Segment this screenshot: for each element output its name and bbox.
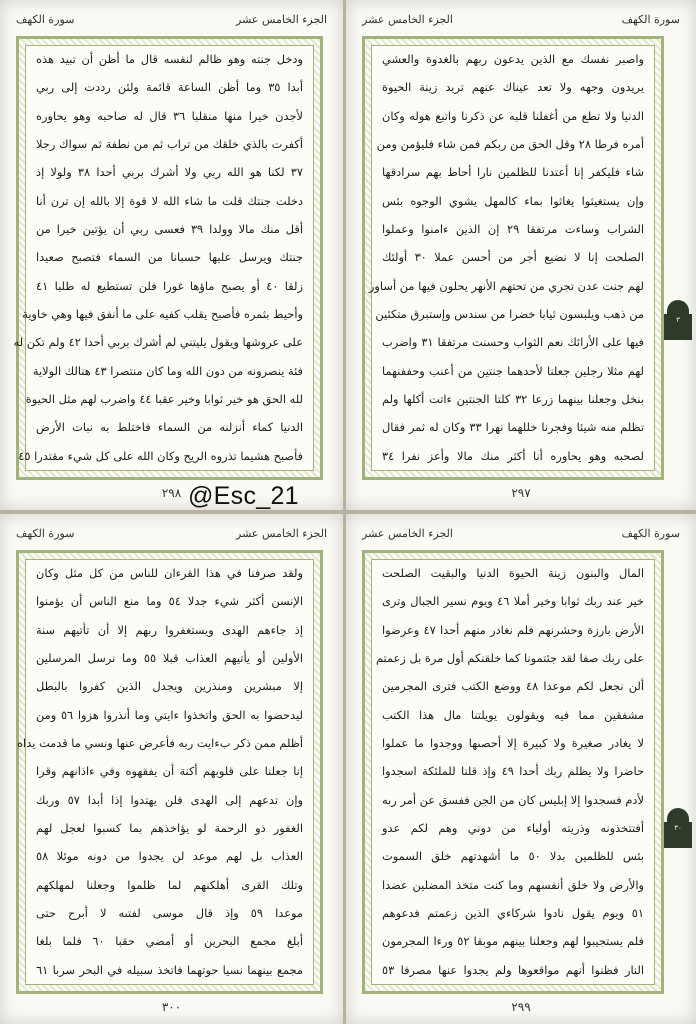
text-line: أمره فرطا ٢٨ وقل الحق من ربكم فمن شاء فليؤمن ومن xyxy=(376,136,644,151)
surah-header: سورة الكهف xyxy=(621,526,680,540)
text-block xyxy=(371,559,655,985)
hizb-marker-icon xyxy=(664,808,692,852)
page-header xyxy=(16,10,327,28)
text-line: وإن تدعهم إلى الهدى فلن يهتدوا إذا أبدا ٥٧ وربك xyxy=(36,792,303,807)
text-line: إذ جاءهم الهدى ويستغفروا ربهم إلا أن تأتيهم سنة xyxy=(36,622,303,637)
text-line: من ذهب ويلبسون ثيابا خضرا من سندس وإستبرق متكئين xyxy=(375,306,644,321)
text-line: إنا جعلنا على قلوبهم أكنة أن يفقهوه وفي ءاذانهم وقرا xyxy=(36,764,303,779)
text-line: لصحبه وهو يحاوره أنا أكثر منك مالا وأعز نفرا ٣٤ xyxy=(382,448,644,463)
text-line: فلم يستجيبوا لهم وجعلنا بينهم موبقا ٥٢ ورءا المجرمون xyxy=(382,934,644,949)
text-line: لهم مثلا رجلين جعلنا لأحدهما جنتين من أعنب وحففنهما xyxy=(382,363,644,378)
text-line: أبلغ مجمع البحرين أو أمضي حقبا ٦٠ فلما بلغا xyxy=(36,934,304,949)
text-line: الغفور ذو الرحمة لو يؤاخذهم بما كسبوا لعجل لهم xyxy=(36,820,303,835)
text-line: العذاب بل لهم موعد لن يجدوا من دونه موئلا ٥٨ xyxy=(36,849,303,864)
hizb-marker-icon xyxy=(664,300,692,344)
text-line: لله الحق هو خير ثوابا وخير عقبا ٤٤ واضرب لهم مثل الحيوة xyxy=(25,391,303,406)
hizb-number: ٣ xyxy=(664,314,692,340)
surah-header: سورة الكهف xyxy=(621,12,680,26)
page-297 xyxy=(346,0,696,510)
page-header xyxy=(362,524,680,542)
text-line: على ربك صفا لقد جئتمونا كما خلقنكم أول مرة بل زعمتم xyxy=(375,650,644,665)
text-line: والأرض ولا خلق أنفسهم وما كنت متخذ المضلين عضدا xyxy=(382,877,644,892)
text-line: زلقا ٤٠ أو يصبح ماؤها غورا فلن تستطيع له طلبا ٤١ xyxy=(36,278,304,293)
text-line: ٣٧ لكنا هو الله ربي ولا أشرك بربي أحدا ٣٨ ولولا إذ xyxy=(36,165,303,180)
text-line: الأولين أو يأتيهم العذاب قبلا ٥٥ وما نرسل المرسلين xyxy=(36,650,303,665)
text-line: أظلم ممن ذكر بءايت ربه فأعرض عنها ونسي ما قدمت يداه xyxy=(17,735,303,750)
text-line: تظلم منه شيئا وفجرنا خللهما نهرا ٣٣ وكان له ثمر فقال xyxy=(382,420,644,435)
text-line: لهم جنت عدن تجري من تحتهم الأنهر يحلون فيها من أساور xyxy=(368,278,644,293)
dome-icon xyxy=(667,300,689,314)
text-block xyxy=(13,45,314,471)
dome-icon xyxy=(667,808,689,822)
text-line: لأجدن خيرا منها منقلبا ٣٦ قال له صاحبه وهو يحاوره xyxy=(36,108,303,123)
surah-header: سورة الكهف xyxy=(16,12,75,26)
text-line: ليدحضوا به الحق واتخذوا ءايتي وما أنذروا هزوا ٥٦ ومن xyxy=(36,707,303,722)
text-line: واصبر نفسك مع الذين يدعون ربهم بالغدوة والعشي xyxy=(382,52,644,66)
text-line: ٥١ ويوم يقول نادوا شركاءي الذين زعمتم فدعوهم xyxy=(382,905,644,920)
text-line: يريدون وجهه ولا تعد عيناك عنهم تريد زينة الحيوة xyxy=(382,80,644,95)
text-line: على عروشها ويقول يليتني لم أشرك بربي أحدا ٤٢ ولم تكن له xyxy=(13,335,303,350)
text-block xyxy=(368,45,655,471)
text-line: ألن نجعل لكم موعدا ٤٨ ووضع الكتب فترى المجرمين xyxy=(382,679,644,694)
text-line: حاضرا ولا يظلم ربك أحدا ٤٩ وإذ قلنا للملئكة اسجدوا xyxy=(382,764,644,779)
text-line: موعدا ٥٩ وإذ قال موسى لفتىه لا أبرح حتى xyxy=(36,905,303,920)
text-line: لأدم فسجدوا إلا إبليس كان من الجن ففسق عن أمر ربه xyxy=(382,792,644,807)
text-line: مجمع بينهما نسيا حوتهما فاتخذ سبيله في البحر سربا ٦١ xyxy=(36,962,303,977)
juz-header: الجزء الخامس عشر xyxy=(236,526,327,540)
page-299 xyxy=(346,514,696,1024)
text-line: أفتتخذونه وذريته أولياء من دوني وهم لكم عدو xyxy=(382,820,644,835)
text-line: دخلت جنتك قلت ما شاء الله لا قوة إلا بالله إن ترن أنا xyxy=(36,193,303,208)
page-number: ٢٩٧ xyxy=(511,486,531,500)
decorative-frame xyxy=(362,36,664,480)
text-line: فئة ينصرونه من دون الله وما كان منتصرا ٤٣ هنالك الولاية xyxy=(32,363,303,378)
text-line: أكفرت بالذي خلقك من تراب ثم من نطفة ثم سواك رجلا xyxy=(36,136,303,151)
text-line: وأحيط بثمره فأصبح يقلب كفيه على ما أنفق فيها وهي خاوية xyxy=(22,306,303,321)
text-line: الشراب وساءت مرتفقا ٢٩ إن الذين ءامنوا وعملوا xyxy=(382,221,644,236)
text-line: فأصبح هشيما تذروه الريح وكان الله على كل شيء مقتدرا ٤٥ xyxy=(18,448,303,463)
text-line: الأرض بارزة وحشرنهم فلم نغادر منهم أحدا ٤٧ وعرضوا xyxy=(382,622,644,637)
juz-header: الجزء الخامس عشر xyxy=(362,12,453,26)
page-number: ٣٠٠ xyxy=(161,1000,182,1014)
text-line: الدنيا ولا تطع من أغفلنا قلبه عن ذكرنا واتبع هوله وكان xyxy=(382,108,644,123)
page-header xyxy=(362,10,680,28)
text-line: مشفقين مما فيه ويقولون يويلتنا مال هذا الكتب xyxy=(382,707,644,722)
surah-header: سورة الكهف xyxy=(16,526,75,540)
page-number: ٢٩٨ xyxy=(161,486,182,500)
text-line: المال والبنون زينة الحيوة الدنيا والبقيت الصلحت xyxy=(382,566,644,580)
juz-header: الجزء الخامس عشر xyxy=(236,12,327,26)
decorative-frame xyxy=(16,550,323,994)
text-line: الصلحت إنا لا نضيع أجر من أحسن عملا ٣٠ أولئك xyxy=(382,250,644,265)
page-298 xyxy=(0,0,343,510)
text-line: جنتك ويرسل عليها حسبانا من السماء فتصبح صعيدا xyxy=(36,250,303,265)
text-block xyxy=(17,559,314,985)
text-line: الإنسن أكثر شيء جدلا ٥٤ وما منع الناس أن يؤمنوا xyxy=(36,594,303,609)
text-line: أبدا ٣٥ وما أظن الساعة قائمة ولئن رددت إلى ربي xyxy=(36,80,303,95)
text-line: بئس للظلمين بدلا ٥٠ ما أشهدتهم خلق السموت xyxy=(382,849,645,864)
text-line: ولقد صرفنا في هذا القرءان للناس من كل مثل وكان xyxy=(36,566,303,580)
text-line: وتلك القرى أهلكنهم لما ظلموا وجعلنا لمهلكهم xyxy=(36,877,303,892)
text-line: النار فظنوا أنهم مواقعوها ولم يجدوا عنها مصرفا ٥٣ xyxy=(382,962,644,977)
page-number: ٢٩٩ xyxy=(511,1000,531,1014)
page-header xyxy=(16,524,327,542)
text-line: أقل منك مالا وولدا ٣٩ فعسى ربي أن يؤتين خيرا من xyxy=(36,221,303,236)
text-line: بنخل وجعلنا بينهما زرعا ٣٢ كلتا الجنتين ءاتت أكلها ولم xyxy=(382,391,645,406)
decorative-frame xyxy=(13,36,323,480)
text-line: الدنيا كماء أنزلنه من السماء فاختلط به نبات الأرض xyxy=(36,420,303,435)
decorative-frame xyxy=(362,550,664,994)
text-line: لا يغادر صغيرة ولا كبيرة إلا أحصىها ووجدوا ما عملوا xyxy=(382,735,644,750)
text-line: فيها على الأرائك نعم الثواب وحسنت مرتفقا ٣١ واضرب xyxy=(382,335,645,350)
text-line: خير عند ربك ثوابا وخير أملا ٤٦ ويوم نسير الجبال وترى xyxy=(382,594,644,609)
hizb-number: ٣٠ xyxy=(664,822,692,848)
text-line: وإن يستغيثوا يغاثوا بماء كالمهل يشوي الوجوه بئس xyxy=(382,193,644,208)
text-line: ودخل جنته وهو ظالم لنفسه قال ما أظن أن تبيد هذه xyxy=(36,52,303,66)
text-line: إلا مبشرين ومنذرين ويجدل الذين كفروا بالبطل xyxy=(36,679,303,694)
juz-header: الجزء الخامس عشر xyxy=(362,526,453,540)
watermark: @Esc_21 xyxy=(188,482,299,510)
text-line: شاء فليكفر إنا أعتدنا للظلمين نارا أحاط بهم سرادقها xyxy=(382,165,644,180)
page-300 xyxy=(0,514,343,1024)
